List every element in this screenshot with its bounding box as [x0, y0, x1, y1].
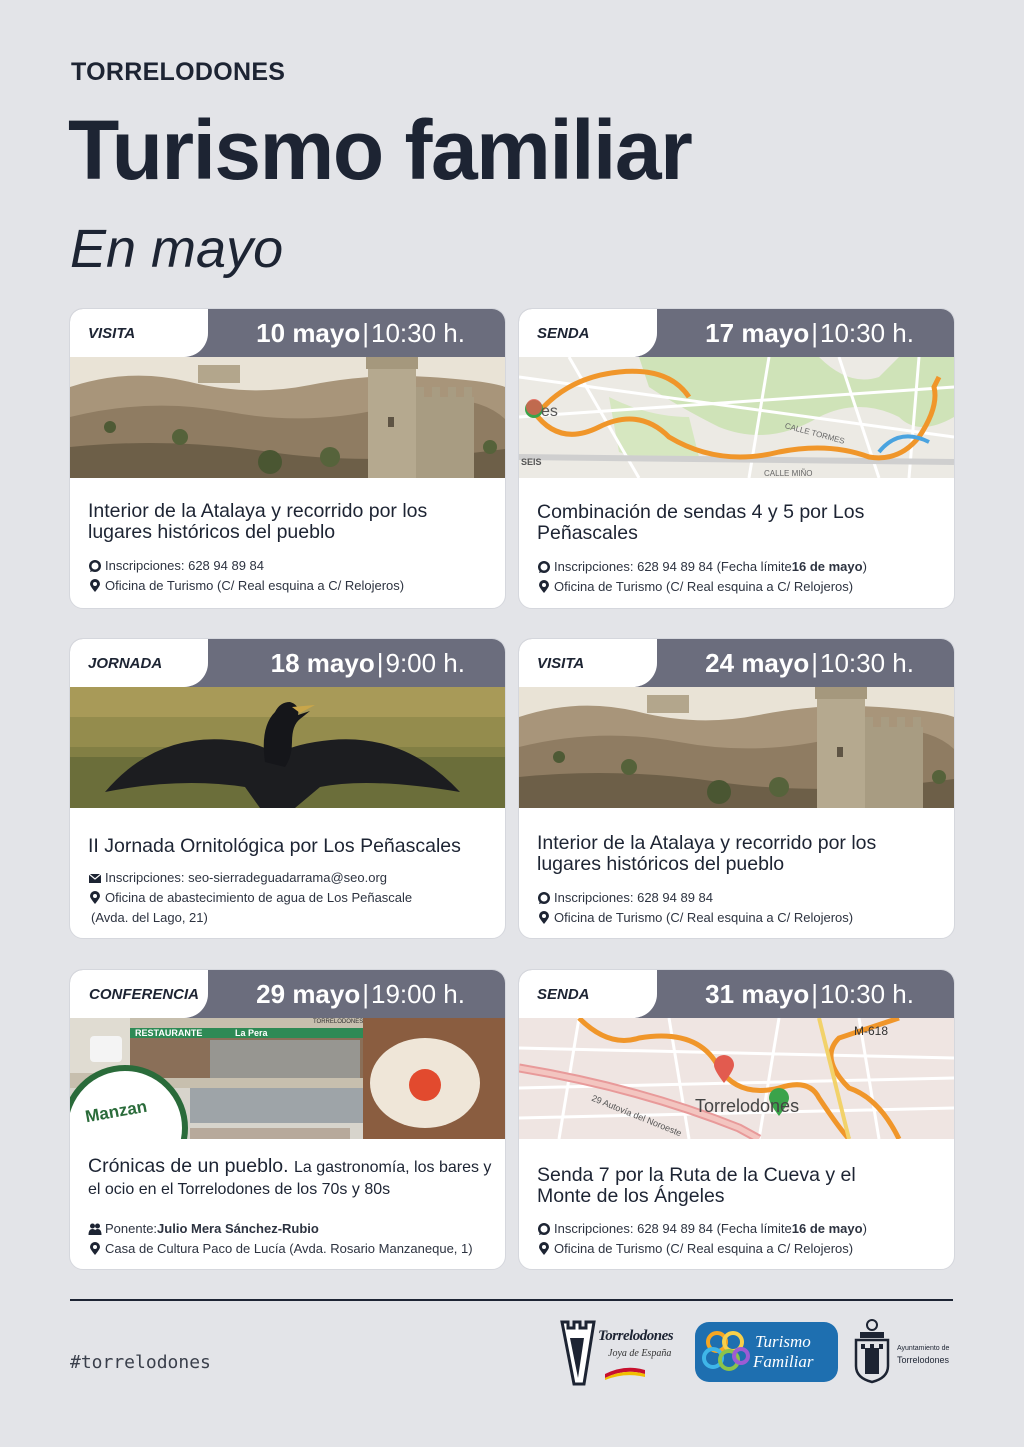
map-label: CALLE TORMES	[783, 421, 846, 446]
event-title	[537, 502, 937, 544]
event-datetime	[705, 979, 914, 1010]
page-subtitle: En mayo	[70, 219, 284, 279]
people-icon	[88, 1222, 102, 1236]
date-time-separator: |	[376, 648, 384, 678]
location-text: Oficina de abastecimiento de agua de Los Peñascale	[105, 890, 413, 905]
location-pin-icon	[88, 891, 102, 905]
hashtag: #torrelodones	[70, 1352, 211, 1373]
collage-label: Manzan	[83, 1096, 149, 1127]
event-title-text: Combinación de sendas 4 y 5 por Los Peñascales	[537, 501, 865, 544]
event-datetime	[256, 318, 465, 349]
event-title-text: Senda 7 por la Ruta de la Cueva y el Monte de los Ángeles	[537, 1164, 856, 1207]
event-card[interactable]	[69, 638, 506, 939]
event-category: VISITA	[70, 309, 208, 357]
event-date: 17 mayo	[705, 318, 810, 348]
event-photo-atalaya	[70, 357, 505, 478]
registration-text-end: )	[862, 559, 867, 574]
event-category: SENDA	[519, 309, 657, 357]
event-date: 10 mayo	[256, 318, 361, 348]
event-title-text: Crónicas de un pueblo.	[88, 1155, 289, 1177]
location-text: Oficina de Turismo (C/ Real esquina a C/ Relojeros)	[554, 579, 854, 594]
date-time-separator: |	[811, 648, 819, 678]
registration-text: Inscripciones: 628 94 89 84	[105, 558, 264, 573]
event-card[interactable]	[518, 969, 955, 1270]
event-photo-collage	[70, 1018, 505, 1139]
deadline-date: 16 de mayo	[791, 1221, 863, 1236]
whatsapp-icon	[537, 560, 551, 574]
event-date: 18 mayo	[270, 648, 375, 678]
location-line	[537, 577, 947, 597]
location-text: Oficina de Turismo (C/ Real esquina a C/ Relojeros)	[554, 1241, 854, 1256]
map-label: 29 Autovía del Noroeste	[590, 1093, 684, 1139]
date-time-separator: |	[811, 318, 819, 348]
location-pin-icon	[537, 1242, 551, 1256]
speaker-line	[88, 1219, 498, 1239]
location-line	[88, 1239, 498, 1259]
event-title-detail: La gastronomía, los bares y el ocio en el Torrelodones de los 70s y 80s	[88, 1159, 492, 1198]
event-route-map	[519, 1018, 954, 1139]
location-line	[88, 888, 498, 908]
speaker-name: Julio Mera Sánchez-Rubio	[157, 1221, 319, 1236]
card-header-bar	[519, 309, 954, 357]
header-kicker: TORRELODONES	[71, 58, 286, 86]
event-photo-cormorant	[70, 687, 505, 808]
event-title	[537, 1165, 867, 1207]
event-date: 31 mayo	[705, 979, 810, 1009]
event-route-map	[519, 357, 954, 478]
location-line	[88, 576, 498, 596]
date-time-separator: |	[811, 979, 819, 1009]
envelope-icon	[88, 871, 102, 885]
location-line	[537, 908, 947, 928]
registration-text: Inscripciones: 628 94 89 84	[554, 890, 713, 905]
whatsapp-icon	[88, 559, 102, 573]
event-info	[537, 1219, 947, 1259]
event-title-text: II Jornada Ornitológica por Los Peñascales	[88, 835, 461, 857]
logo-line2: Torrelodones	[897, 1355, 950, 1365]
event-category: JORNADA	[70, 639, 208, 687]
map-label: Torrelodones	[695, 1096, 800, 1116]
location-text: Casa de Cultura Paco de Lucía (Avda. Rosario Manzaneque, 1)	[105, 1241, 473, 1256]
deadline-date: 16 de mayo	[791, 559, 863, 574]
event-card[interactable]	[518, 308, 955, 609]
registration-text: Inscripciones: 628 94 89 84 (Fecha límite	[554, 1221, 792, 1236]
event-category: SENDA	[519, 970, 657, 1018]
turismo-familiar-logo	[695, 1322, 838, 1382]
event-category: VISITA	[519, 639, 657, 687]
event-info	[88, 868, 498, 928]
location-text: Oficina de Turismo (C/ Real esquina a C/ Relojeros)	[554, 910, 854, 925]
card-header-bar	[519, 639, 954, 687]
location-address-line	[88, 908, 498, 928]
footer-divider	[70, 1299, 953, 1301]
event-info	[88, 556, 498, 596]
logo-line2: Familiar	[753, 1352, 814, 1371]
card-header-bar	[519, 970, 954, 1018]
event-title-text: Interior de la Atalaya y recorrido por los lugares históricos del pueblo	[88, 500, 428, 543]
event-time: 10:30 h.	[371, 318, 465, 348]
collage-label: La Pera	[235, 1028, 268, 1038]
registration-text-end: )	[862, 1221, 867, 1236]
registration-text: Inscripciones: 628 94 89 84 (Fecha límite	[554, 559, 792, 574]
event-photo-atalaya	[519, 687, 954, 808]
card-header-bar	[70, 970, 505, 1018]
event-title	[537, 833, 907, 875]
event-datetime	[705, 318, 914, 349]
location-pin-icon	[88, 579, 102, 593]
collage-label: RESTAURANTE	[135, 1028, 203, 1038]
date-time-separator: |	[362, 979, 370, 1009]
event-card[interactable]	[69, 969, 506, 1270]
map-label: CALLE MIÑO	[764, 469, 813, 478]
event-title-text: Interior de la Atalaya y recorrido por los lugares históricos del pueblo	[537, 832, 877, 875]
event-info	[537, 888, 947, 928]
whatsapp-icon	[537, 891, 551, 905]
event-date: 29 mayo	[256, 979, 361, 1009]
speaker-label: Ponente:	[105, 1221, 158, 1236]
card-header-bar	[70, 639, 505, 687]
event-title	[88, 501, 488, 543]
registration-line	[88, 868, 498, 888]
torrelodones-brand-logo	[560, 1318, 690, 1388]
location-pin-icon	[537, 911, 551, 925]
event-date: 24 mayo	[705, 648, 810, 678]
event-datetime	[705, 648, 914, 679]
date-time-separator: |	[362, 318, 370, 348]
event-card[interactable]	[69, 308, 506, 609]
location-text: Oficina de Turismo (C/ Real esquina a C/ Relojeros)	[105, 578, 405, 593]
event-time: 10:30 h.	[820, 648, 914, 678]
location-address: (Avda. del Lago, 21)	[91, 910, 208, 925]
event-card[interactable]	[518, 638, 955, 939]
logo-line1: Ayuntamiento de	[897, 1345, 950, 1352]
event-title	[88, 1156, 498, 1200]
card-header-bar	[70, 309, 505, 357]
registration-line	[537, 888, 947, 908]
event-datetime	[271, 648, 465, 679]
map-label: es	[541, 403, 558, 420]
event-datetime	[256, 979, 465, 1010]
event-info	[537, 557, 947, 597]
event-title	[88, 836, 488, 857]
whatsapp-icon	[537, 1222, 551, 1236]
ayuntamiento-logo	[852, 1318, 954, 1386]
event-category: CONFERENCIA	[70, 970, 208, 1018]
page-title: Turismo familiar	[68, 103, 692, 197]
registration-text: Inscripciones: seo-sierradeguadarrama@seo.org	[105, 870, 388, 885]
logo-name: Torrelodones	[598, 1328, 674, 1344]
registration-line	[537, 557, 947, 577]
location-pin-icon	[88, 1242, 102, 1256]
location-line	[537, 1239, 947, 1259]
map-label: SEIS	[521, 457, 542, 467]
map-label: M-618	[854, 1024, 889, 1038]
logo-line1: Turismo	[755, 1332, 811, 1351]
event-time: 19:00 h.	[371, 979, 465, 1009]
logo-tagline: Joya de España	[608, 1348, 672, 1359]
event-time: 10:30 h.	[820, 318, 914, 348]
event-info	[88, 1219, 498, 1259]
event-time: 10:30 h.	[820, 979, 914, 1009]
event-time: 9:00 h.	[385, 648, 465, 678]
collage-label: TORRELODONES	[313, 1019, 364, 1025]
location-pin-icon	[537, 580, 551, 594]
registration-line	[88, 556, 498, 576]
registration-line	[537, 1219, 947, 1239]
